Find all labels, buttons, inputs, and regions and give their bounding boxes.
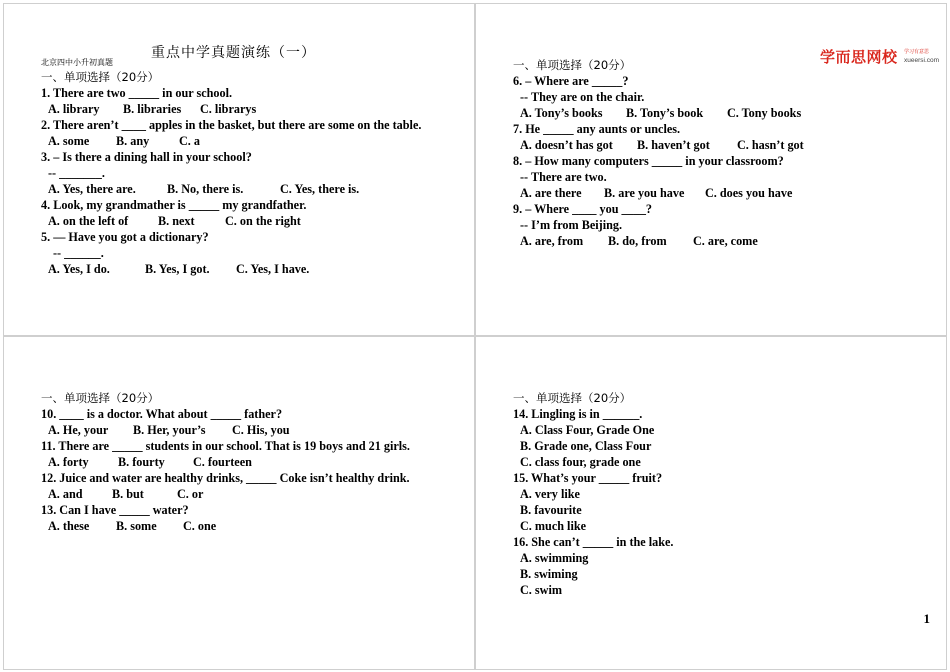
option-a: A. and	[48, 487, 83, 501]
options-q3	[41, 181, 464, 197]
options-q10	[41, 422, 464, 438]
options-q9	[513, 233, 936, 249]
option-c: C. does you have	[705, 186, 793, 200]
section-heading: 一、单项选择（20分）	[513, 58, 632, 72]
option-c: C. on the right	[225, 214, 301, 228]
option-b: B. Grade one, Class Four	[520, 439, 652, 453]
option-c: C. or	[177, 487, 204, 501]
option-c: C. librarys	[200, 102, 257, 116]
panel-bottom-right	[475, 336, 947, 670]
answer-q8: -- There are two.	[520, 170, 607, 184]
option-c: C. hasn’t got	[737, 138, 804, 152]
options-q11	[41, 454, 464, 470]
option-c: C. a	[179, 134, 200, 148]
section-heading: 一、单项选择（20分）	[41, 391, 160, 405]
option-a: A. are, from	[520, 234, 584, 248]
option-b: B. favourite	[520, 503, 582, 517]
option-a: A. He, your	[48, 423, 109, 437]
option-c: C. Yes, there is.	[280, 182, 360, 196]
options-q13	[41, 518, 464, 534]
question-10: 10. ____ is a doctor. What about _____ father?	[41, 407, 283, 421]
options-q5	[41, 261, 464, 277]
question-4: 4. Look, my grandmather is _____ my grandfather.	[41, 198, 307, 212]
option-a: A. forty	[48, 455, 89, 469]
option-a: A. doesn’t has got	[520, 138, 613, 152]
option-b: B. Her, your’s	[133, 423, 206, 437]
option-c: C. Yes, I have.	[236, 262, 310, 276]
options-q12	[41, 486, 464, 502]
option-a: A. Tony’s books	[520, 106, 603, 120]
panel-top-left	[3, 3, 475, 336]
question-5: 5. — Have you got a dictionary?	[41, 230, 209, 244]
question-1: 1. There are two _____ in our school.	[41, 86, 233, 100]
option-b: B. Yes, I got.	[145, 262, 210, 276]
option-c: C. fourteen	[193, 455, 252, 469]
section-heading: 一、单项选择（20分）	[41, 70, 160, 84]
logo-text: 学而思网校	[820, 48, 898, 66]
option-c: C. one	[183, 519, 217, 533]
question-7: 7. He _____ any aunts or uncles.	[513, 122, 681, 136]
option-c: C. Tony books	[727, 106, 802, 120]
option-a: A. Yes, I do.	[48, 262, 110, 276]
option-a: A. swimming	[520, 551, 589, 565]
options-q8	[513, 185, 936, 201]
option-b: B. but	[112, 487, 144, 501]
answer-q6: -- They are on the chair.	[520, 90, 645, 104]
option-b: B. fourty	[118, 455, 165, 469]
option-a: A. are there	[520, 186, 582, 200]
options-q7	[513, 137, 936, 153]
question-2: 2. There aren’t ____ apples in the basket, but there are some on the table.	[41, 118, 422, 132]
option-b: B. haven’t got	[637, 138, 710, 152]
answer-blank-q3: -- _______.	[48, 166, 105, 180]
panel-top-right	[475, 3, 947, 336]
answer-blank-q5: -- ______.	[53, 246, 104, 260]
option-b: B. are you have	[604, 186, 685, 200]
option-b: B. Tony’s book	[626, 106, 704, 120]
panel-bottom-left	[3, 336, 475, 670]
option-a: A. these	[48, 519, 90, 533]
option-c: C. swim	[520, 583, 562, 597]
question-3: 3. – Is there a dining hall in your school?	[41, 150, 252, 164]
option-c: C. are, come	[693, 234, 758, 248]
question-6: 6. – Where are _____?	[513, 74, 629, 88]
section-heading: 一、单项选择（20分）	[513, 391, 632, 405]
option-a: A. Class Four, Grade One	[520, 423, 655, 437]
option-c: C. His, you	[232, 423, 290, 437]
logo-url: xueersi.com	[904, 57, 940, 64]
option-b: B. libraries	[123, 102, 182, 116]
question-12: 12. Juice and water are healthy drinks, _____ Coke isn’t healthy drink.	[41, 471, 410, 485]
option-b: B. do, from	[608, 234, 667, 248]
option-b: B. swiming	[520, 567, 578, 581]
question-8: 8. – How many computers _____ in your classroom?	[513, 154, 784, 168]
exam-subtitle: 北京四中小升初真题	[41, 58, 113, 67]
logo-tagline: 学习有意思	[904, 49, 930, 55]
option-a: A. library	[48, 102, 100, 116]
options-q6	[513, 105, 936, 121]
document-title: 重点中学真题演练（一）	[151, 45, 316, 61]
option-b: B. No, there is.	[167, 182, 244, 196]
question-13: 13. Can I have _____ water?	[41, 503, 189, 517]
option-a: A. on the left of	[48, 214, 129, 228]
option-c: C. much like	[520, 519, 587, 533]
page-number: 1	[923, 611, 930, 626]
option-a: A. Yes, there are.	[48, 182, 136, 196]
option-c: C. class four, grade one	[520, 455, 641, 469]
option-a: A. very like	[520, 487, 580, 501]
answer-q9: -- I’m from Beijing.	[520, 218, 622, 232]
question-14: 14. Lingling is in ______.	[513, 407, 643, 421]
question-11: 11. There are _____ students in our school. That is 19 boys and 21 girls.	[41, 439, 410, 453]
option-b: B. some	[116, 519, 157, 533]
options-q1	[41, 101, 464, 117]
question-9: 9. – Where ____ you ____?	[513, 202, 653, 216]
options-q4	[41, 213, 464, 229]
option-b: B. next	[158, 214, 195, 228]
question-15: 15. What’s your _____ fruit?	[513, 471, 663, 485]
question-16: 16. She can’t _____ in the lake.	[513, 535, 674, 549]
options-q2	[41, 133, 464, 149]
option-b: B. any	[116, 134, 150, 148]
option-a: A. some	[48, 134, 90, 148]
